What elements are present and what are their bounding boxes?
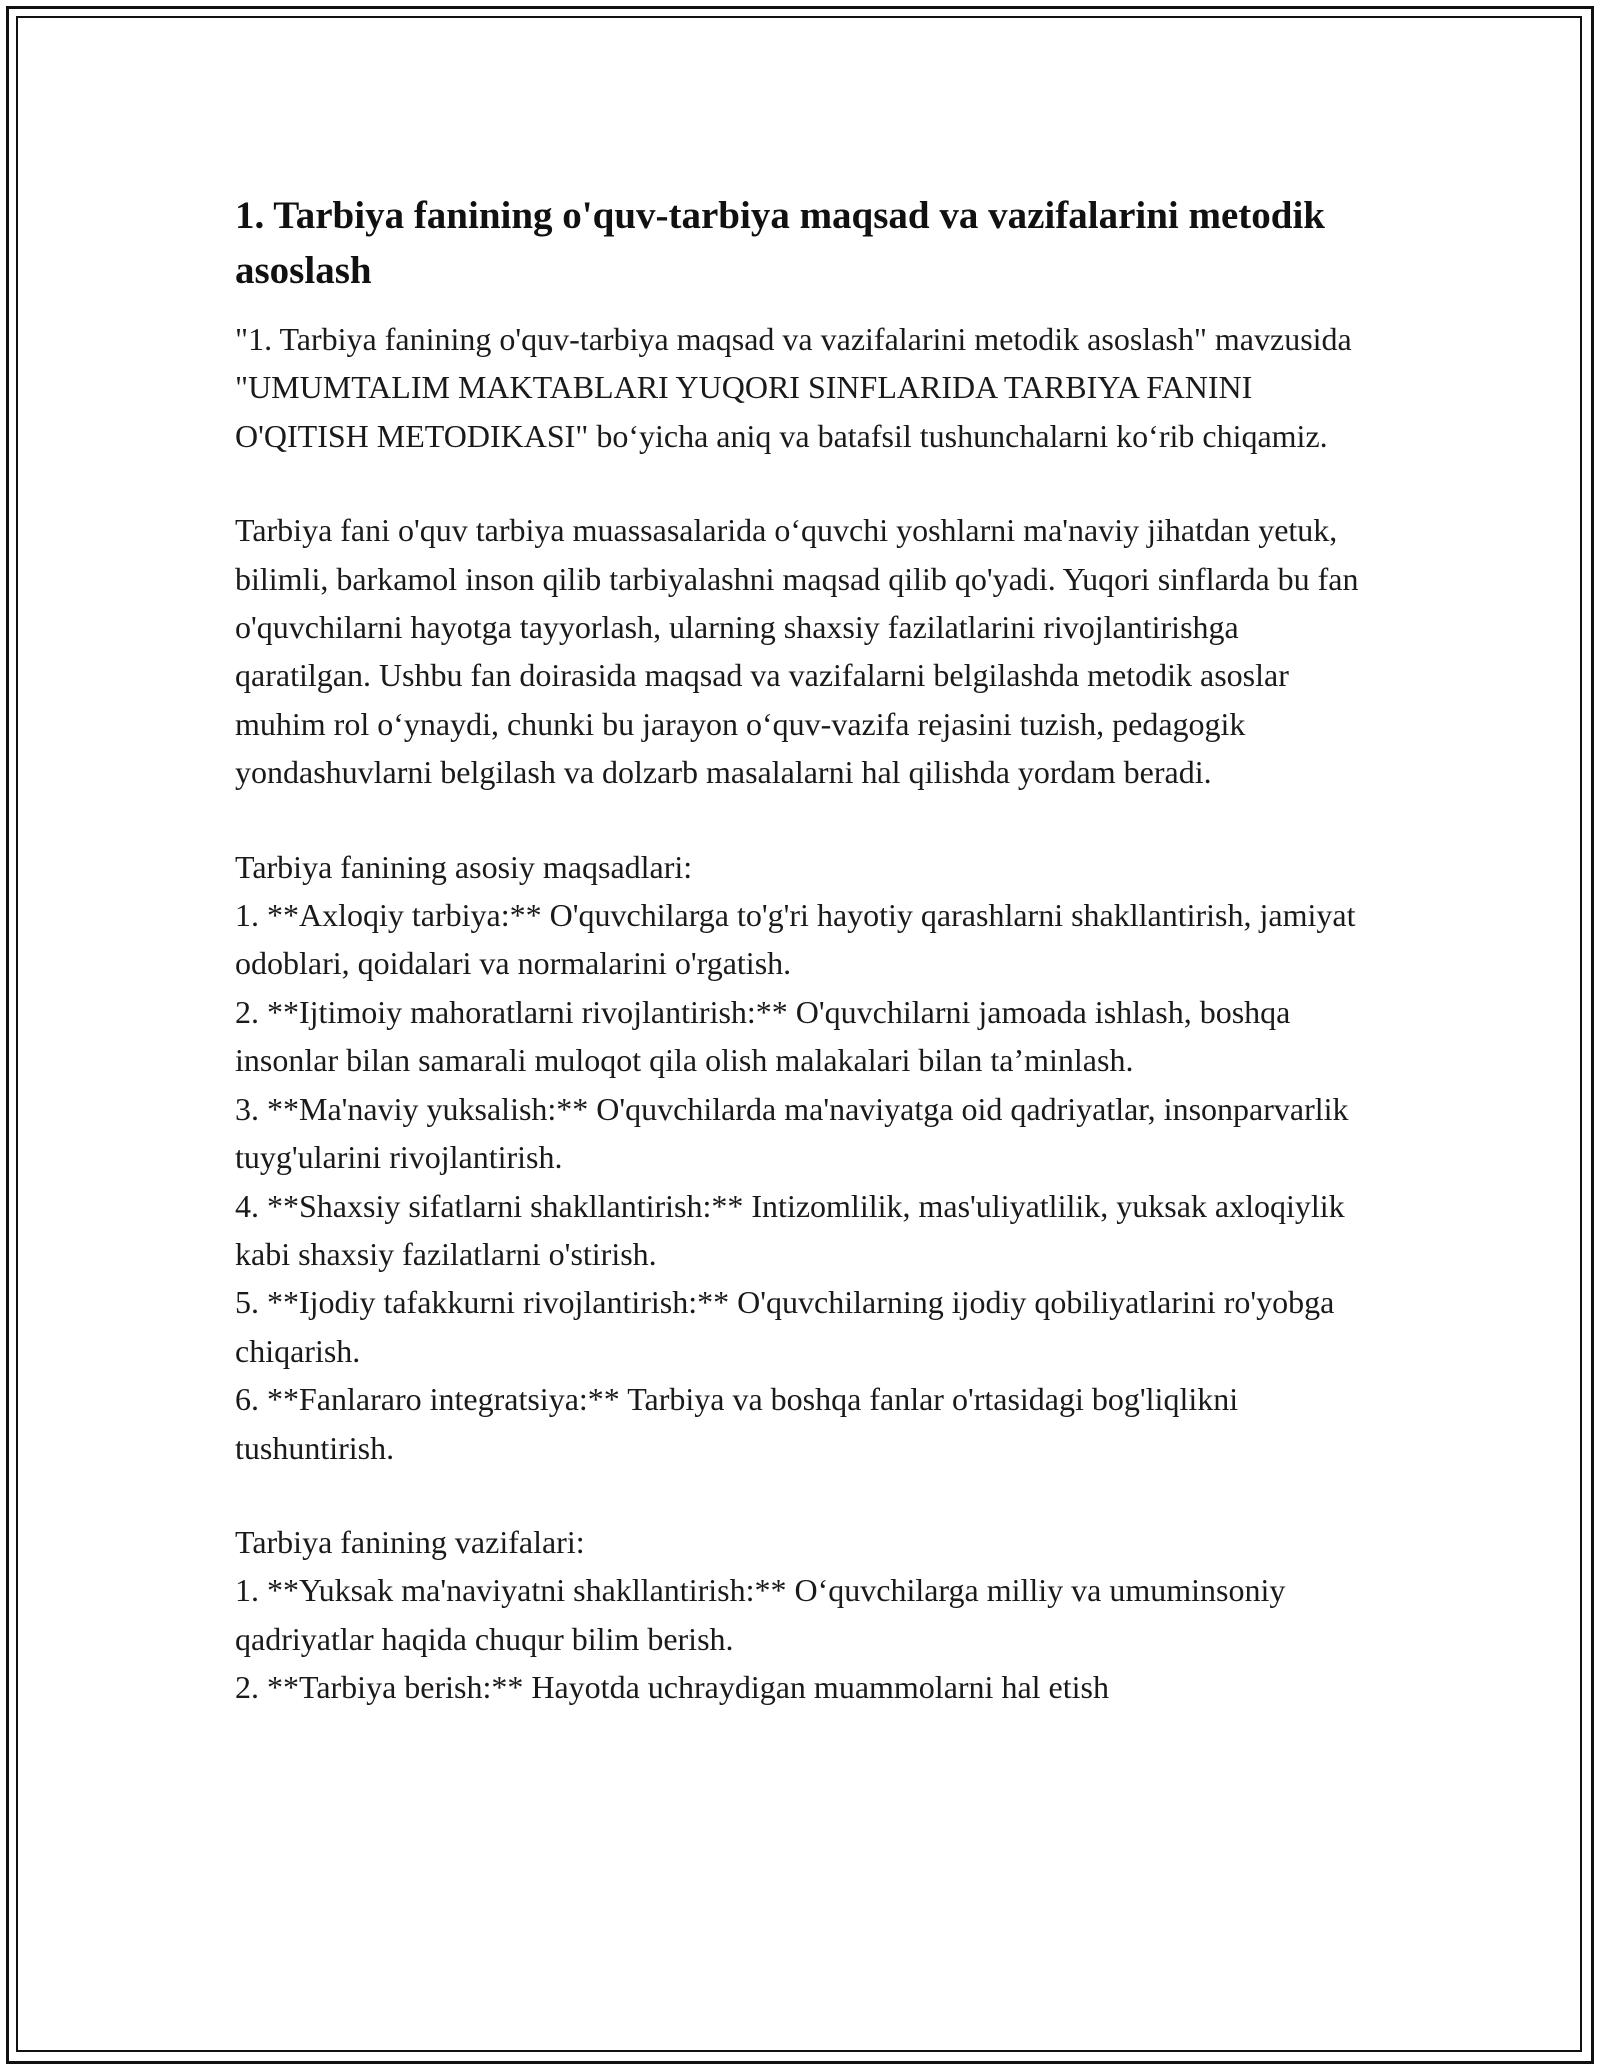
main-paragraph: Tarbiya fani o'quv tarbiya muassasalarida o‘quvchi yoshlarni ma'naviy jihatdan yetuk, bilimli, barkamol inson qilib tarbiyalashni maqsad qilib qo'yadi. Yuqori sinflarda bu fan o'quvchilarni hayotga tayyorlash, ularning shaxsiy fazilatlarini rivojlantirishga qaratilgan. Ushbu fan doirasida maqsad va vazifalarni belgilashda metodik asoslar muhim rol o‘ynaydi, chunki bu jarayon o‘quv-vazifa rejasini tuzish, pedagogik yondashuvlarni belgilash va dolzarb masalalarni hal qilishda yordam beradi.: [235, 512, 1359, 791]
intro-paragraph: "1. Tarbiya fanining o'quv-tarbiya maqsad va vazifalarini metodik asoslash" mavzusida "UMUMTALIM MAKTABLARI YUQORI SINFLARIDA TARBIYA FANINI O'QITISH METODIKASI" bo‘yicha aniq va batafsil tushunchalarni ko‘rib chiqamiz.: [235, 321, 1352, 454]
goals-list: [235, 891, 1365, 1472]
tasks-list: [235, 1566, 1365, 1711]
task-item: 2. **Tarbiya berish:** Hayotda uchraydigan muammolarni hal etish: [235, 1669, 1109, 1706]
document-title: 1. Tarbiya fanining o'quv-tarbiya maqsad va vazifalarini metodik asoslash: [235, 194, 1326, 292]
goal-item: 3. **Ma'naviy yuksalish:** O'quvchilarda ma'naviyatga oid qadriyatlar, insonparvarlik tuyg'ularini rivojlantirish.: [235, 1090, 1349, 1176]
goal-item: 4. **Shaxsiy sifatlarni shakllantirish:** Intizomlilik, mas'uliyatlilik, yuksak axloqiylik kabi shaxsiy fazilatlarni o'stirish.: [235, 1187, 1345, 1272]
goal-item: 5. **Ijodiy tafakkurni rivojlantirish:** O'quvchilarning ijodiy qobiliyatlarini ro'yobga chiqarish.: [235, 1284, 1335, 1369]
goal-item: 2. **Ijtimoiy mahoratlarni rivojlantirish:** O'quvchilarni jamoada ishlash, boshqa insonlar bilan samarali muloqot qila olish malakalari bilan ta’minlash.: [235, 993, 1291, 1079]
goals-heading: Tarbiya fanining asosiy maqsadlari:: [235, 848, 693, 885]
goal-item: 6. **Fanlararo integratsiya:** Tarbiya va boshqa fanlar o'rtasidagi bog'liqlikni tushuntirish.: [235, 1381, 1239, 1466]
task-item: 1. **Yuksak ma'naviyatni shakllantirish:** O‘quvchilarga milliy va umuminsoniy qadriyatlar haqida chuqur bilim berish.: [235, 1572, 1286, 1657]
paragraph-spacer: [235, 797, 1365, 843]
paragraph-spacer: [235, 460, 1365, 506]
document-body: [235, 188, 1365, 1712]
goal-item: 1. **Axloqiy tarbiya:** O'quvchilarga to'g'ri hayotiy qarashlarni shakllantirish, jamiyat odoblari, qoidalari va normalarini o'rgatish.: [235, 897, 1356, 982]
paragraph-spacer: [235, 1472, 1365, 1518]
tasks-heading: Tarbiya fanining vazifalari:: [235, 1523, 585, 1560]
